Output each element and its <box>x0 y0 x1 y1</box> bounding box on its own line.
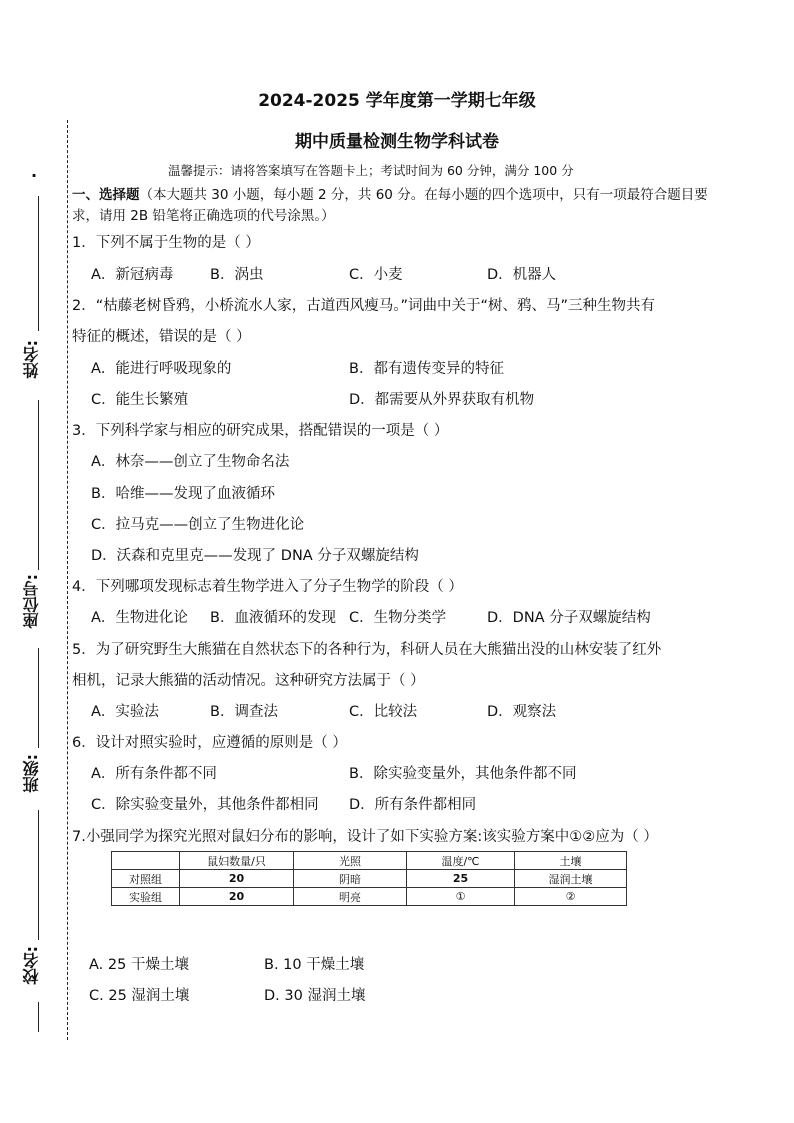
question-7-stem: 7.小强同学为探究光照对鼠妇分布的影响，设计了如下实验方案:该实验方案中①②应为（ ） <box>72 829 658 845</box>
section-description: （本大题共 30 小题，每小题 2 分，共 60 分。在每小题的四个选项中，只有一项最符合题目要 <box>139 187 708 203</box>
q2-option-d[interactable]: D．都需要从外界获取有机物 <box>349 392 535 408</box>
q4-option-d[interactable]: D．DNA 分子双螺旋结构 <box>487 610 651 626</box>
section-heading-line2: 求，请用 2B 铅笔将正确选项的代号涂黑。） <box>72 208 335 224</box>
table-cell: 20 <box>180 870 294 888</box>
table-cell: 25 <box>407 870 515 888</box>
class-label: 班级: <box>22 754 41 793</box>
q3-option-a[interactable]: A．林奈——创立了生物命名法 <box>91 454 290 470</box>
exam-title-line1: 2024-2025 学年度第一学期七年级 <box>258 91 536 111</box>
q4-option-b[interactable]: B．血液循环的发现 <box>210 610 336 626</box>
q3-option-b[interactable]: B．哈维——发现了血液循环 <box>91 486 275 502</box>
q3-option-d[interactable]: D．沃森和克里克——发现了 DNA 分子双螺旋结构 <box>91 548 419 564</box>
school-line-upper <box>38 810 39 940</box>
q2-option-a[interactable]: A．能进行呼吸现象的 <box>91 361 232 377</box>
q5-option-a[interactable]: A．实验法 <box>91 704 159 720</box>
q4-option-a[interactable]: A．生物进化论 <box>91 610 188 626</box>
seat-line-upper <box>38 400 39 570</box>
experiment-table <box>111 851 627 906</box>
class-line-upper <box>38 648 39 748</box>
table-cell: 实验组 <box>112 888 180 906</box>
table-row <box>112 870 627 888</box>
question-5-stem-line1: 5．为了研究野生大熊猫在自然状态下的各种行为，科研人员在大熊猫出没的山林安装了红外 <box>72 642 662 658</box>
q5-option-d[interactable]: D．观察法 <box>487 704 557 720</box>
q7-option-a[interactable]: A. 25 干燥土壤 <box>89 957 189 973</box>
table-cell: 20 <box>180 888 294 906</box>
q5-option-b[interactable]: B．调查法 <box>210 704 278 720</box>
exam-title-line2: 期中质量检测生物学科试卷 <box>295 132 499 152</box>
table-row <box>112 888 627 906</box>
q7-option-c[interactable]: C. 25 湿润土壤 <box>89 988 190 1004</box>
table-header-cell: 鼠妇数量/只 <box>180 852 294 870</box>
section-heading-line1 <box>72 186 708 204</box>
q1-option-c[interactable]: C．小麦 <box>349 267 403 283</box>
q5-option-c[interactable]: C．比较法 <box>349 704 418 720</box>
q7-option-d[interactable]: D. 30 湿润土壤 <box>264 988 366 1004</box>
question-2-stem-line1: 2．“枯藤老树昏鸦，小桥流水人家，古道西风瘦马。”词曲中关于“树、鸦、马”三种生物共有 <box>72 298 656 314</box>
table-header-row <box>112 852 627 870</box>
sidebar-dot: · <box>31 166 38 185</box>
question-5-stem-line2: 相机，记录大熊猫的活动情况。这种研究方法属于（ ） <box>72 673 425 689</box>
q6-option-b[interactable]: B．除实验变量外，其他条件都不同 <box>349 766 577 782</box>
seat-label: 座位号: <box>22 574 41 629</box>
table-header-cell <box>112 852 180 870</box>
table-header-cell: 光照 <box>294 852 407 870</box>
q1-option-d[interactable]: D．机器人 <box>487 267 557 283</box>
table-cell: 对照组 <box>112 870 180 888</box>
name-label: 姓名: <box>22 340 41 379</box>
q3-option-c[interactable]: C．拉马克——创立了生物进化论 <box>91 517 305 533</box>
q2-option-b[interactable]: B．都有遗传变异的特征 <box>349 361 504 377</box>
binding-dashed-line <box>67 120 68 1040</box>
q7-option-b[interactable]: B. 10 干燥土壤 <box>264 957 365 973</box>
q1-option-a[interactable]: A．新冠病毒 <box>91 267 174 283</box>
table-header-cell: 温度/℃ <box>407 852 515 870</box>
table-header-cell: 土壤 <box>515 852 627 870</box>
question-4-stem: 4．下列哪项发现标志着生物学进入了分子生物学的阶段（ ） <box>72 579 463 595</box>
table-cell: 湿润土壤 <box>515 870 627 888</box>
question-3-stem: 3．下列科学家与相应的研究成果，搭配错误的一项是（ ） <box>72 423 449 439</box>
section-heading: 一、选择题 <box>72 187 140 203</box>
question-2-stem-line2: 特征的概述，错误的是（ ） <box>72 329 251 345</box>
question-1-stem: 1．下列不属于生物的是（ ） <box>72 235 260 251</box>
q4-option-c[interactable]: C．生物分类学 <box>349 610 447 626</box>
school-line-lower <box>38 1002 39 1032</box>
table-cell: 阴暗 <box>294 870 407 888</box>
q2-option-c[interactable]: C．能生长繁殖 <box>91 392 189 408</box>
school-label: 校名: <box>22 946 41 985</box>
q6-option-c[interactable]: C．除实验变量外，其他条件都相同 <box>91 797 319 813</box>
table-cell: 明亮 <box>294 888 407 906</box>
table-cell: ① <box>407 888 515 906</box>
exam-tip: 温馨提示：请将答案填写在答题卡上；考试时间为 60 分钟，满分 100 分 <box>168 163 574 178</box>
name-line-upper <box>38 196 39 331</box>
table-cell: ② <box>515 888 627 906</box>
q6-option-a[interactable]: A．所有条件都不同 <box>91 766 217 782</box>
question-6-stem: 6．设计对照实验时，应遵循的原则是（ ） <box>72 735 347 751</box>
q6-option-d[interactable]: D．所有条件都相同 <box>349 797 477 813</box>
q1-option-b[interactable]: B．涡虫 <box>210 267 264 283</box>
